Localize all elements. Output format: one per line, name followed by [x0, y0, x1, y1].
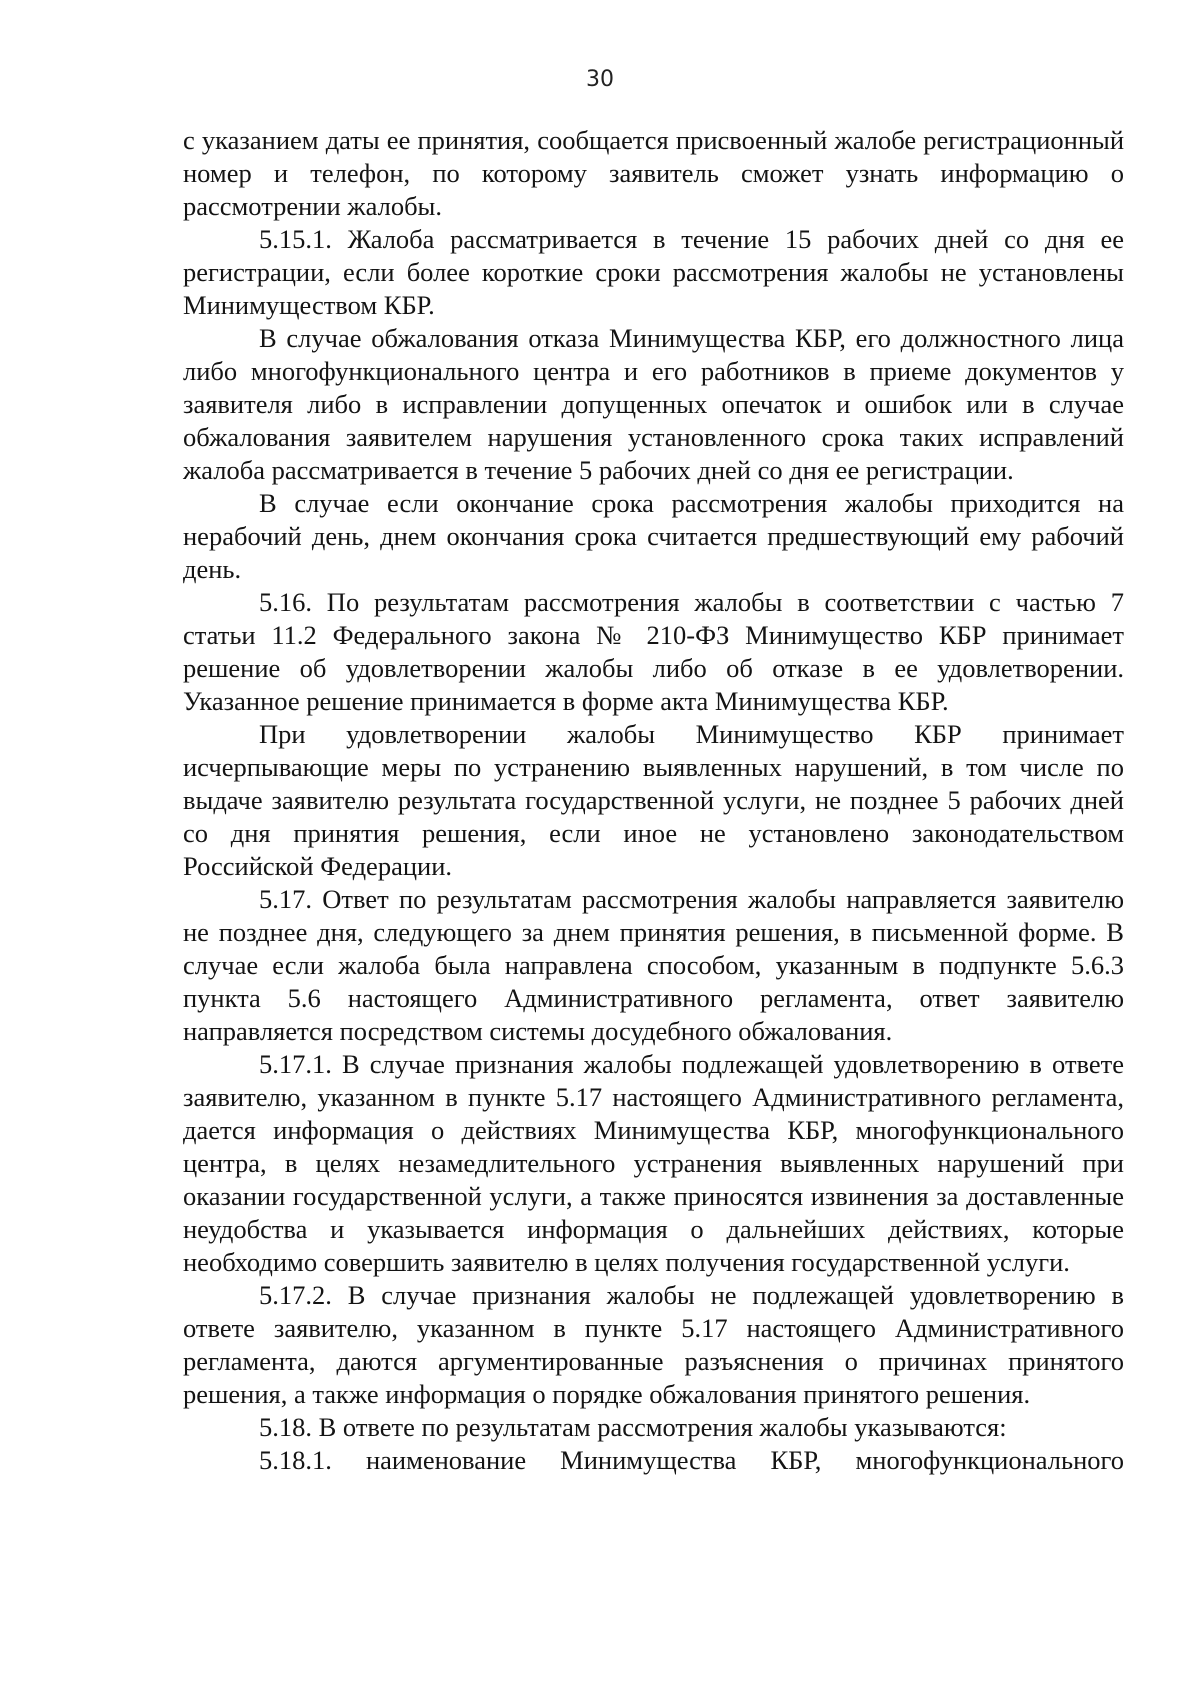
paragraph-5-16: 5.16. По результатам рассмотрения жалобы в соответствии с частью 7 статьи 11.2 Федерального закона № 210-ФЗ Минимущество КБР принимает решение об удовлетворении жалобы либо об отказе в ее удовлетворении. Указанное решение принимается в форме акта Минимущества КБР.	[183, 587, 1124, 716]
paragraph-satisfaction: При удовлетворении жалобы Минимущество КБР принимает исчерпывающие меры по устранению выявленных нарушений, в том числе по выдаче заявителю результата государственной услуги, не позднее 5 рабочих дней со дня принятия решения, если иное не установлено законодательством Российской Федерации.	[183, 719, 1124, 881]
paragraph-5-15-1: 5.15.1. Жалоба рассматривается в течение 15 рабочих дней со дня ее регистрации, если более короткие сроки рассмотрения жалобы не установлены Минимуществом КБР.	[183, 224, 1124, 320]
paragraph-5-17-2: 5.17.2. В случае признания жалобы не подлежащей удовлетворению в ответе заявителю, указанном в пункте 5.17 настоящего Административного регламента, даются аргументированные разъяснения о причинах принятого решения, а также информация о порядке обжалования принятого решения.	[183, 1280, 1124, 1409]
paragraph-non-working-day: В случае если окончание срока рассмотрения жалобы приходится на нерабочий день, днем окончания срока считается предшествующий ему рабочий день.	[183, 488, 1124, 584]
paragraph-5-17-1: 5.17.1. В случае признания жалобы подлежащей удовлетворению в ответе заявителю, указанном в пункте 5.17 настоящего Административного регламента, дается информация о действиях Минимущества КБР, многофункционального центра, в целях незамедлительного устранения выявленных нарушений при оказании государственной услуги, а также приносятся извинения за доставленные неудобства и указывается информация о дальнейших действиях, которые необходимо совершить заявителю в целях получения государственной услуги.	[183, 1049, 1124, 1277]
paragraph-continuation: с указанием даты ее принятия, сообщается присвоенный жалобе регистрационный номер и телефон, по которому заявитель сможет узнать информацию о рассмотрении жалобы.	[183, 125, 1124, 221]
paragraph-refusal-appeal: В случае обжалования отказа Минимущества КБР, его должностного лица либо многофункционального центра и его работников в приеме документов у заявителя либо в исправлении допущенных опечаток и ошибок или в случае обжалования заявителем нарушения установленного срока таких исправлений жалоба рассматривается в течение 5 рабочих дней со дня ее регистрации.	[183, 323, 1124, 485]
paragraph-5-18: 5.18. В ответе по результатам рассмотрения жалобы указываются:	[259, 1412, 1007, 1442]
document-body	[183, 124, 1124, 1477]
page-number: 30	[586, 67, 614, 92]
paragraph-5-18-1: 5.18.1. наименование Минимущества КБР, многофункционального	[259, 1445, 1124, 1475]
paragraph-5-17: 5.17. Ответ по результатам рассмотрения жалобы направляется заявителю не позднее дня, следующего за днем принятия решения, в письменной форме. В случае если жалоба была направлена способом, указанным в подпункте 5.6.3 пункта 5.6 настоящего Административного регламента, ответ заявителю направляется посредством системы досудебного обжалования.	[183, 884, 1124, 1046]
